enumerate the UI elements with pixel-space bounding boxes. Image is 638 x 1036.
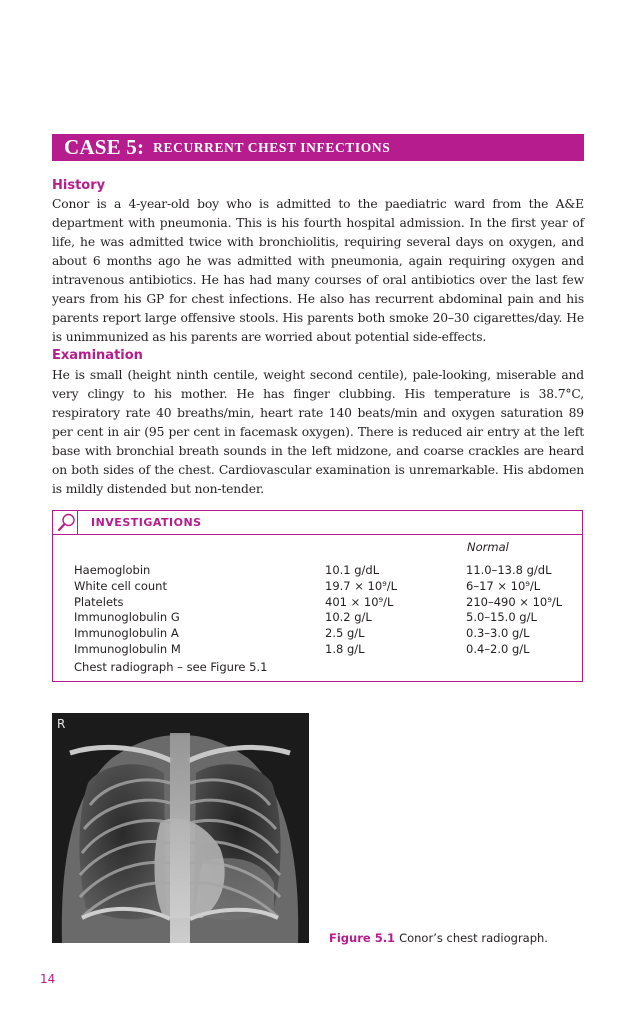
test-name: Haemoglobin <box>74 563 151 577</box>
case-label: CASE 5: <box>64 135 145 159</box>
test-name: Immunoglobulin G <box>74 610 180 625</box>
case-banner <box>52 134 584 161</box>
investigations-table <box>74 563 574 658</box>
examination-heading: Examination <box>52 348 143 363</box>
case-subtitle: RECURRENT CHEST INFECTIONS <box>153 139 391 155</box>
table-row <box>74 579 574 595</box>
table-row <box>74 563 574 579</box>
investigations-box <box>52 510 583 682</box>
test-normal-range: 11.0–13.8 g/dL <box>466 563 552 577</box>
magnifier-icon <box>56 512 77 533</box>
radiograph-note: Chest radiograph – see Figure 5.1 <box>74 660 268 674</box>
test-normal-range: 5.0–15.0 g/L <box>466 610 537 625</box>
test-value: 2.5 g/L <box>325 626 365 641</box>
page-number: 14 <box>40 972 56 986</box>
test-name: Platelets <box>74 594 124 609</box>
test-value: 1.8 g/L <box>325 641 365 656</box>
history-heading: History <box>52 178 106 193</box>
test-normal-range: 0.3–3.0 g/L <box>466 626 530 641</box>
table-row <box>74 626 574 642</box>
table-row <box>74 610 574 626</box>
examination-text: He is small (height ninth centile, weight second centile), pale-looking, miserable and very clingy to his mother. He has finger clubbing. His temperature is 38.7°C, respiratory rate 40 breaths/min, heart rate 140 beats/min and oxygen saturation 89 per cent in air (95 per cent in facemask oxygen). There is reduced air entry at the left base with bronchial breath sounds in the left midzone, and coarse crackles are heard on both sides of the chest. Cardiovascular examination is unremarkable. His abdomen is mildly distended but non-tender. <box>52 368 584 496</box>
normal-column-header: Normal <box>467 540 509 554</box>
test-value: 10.1 g/dL <box>325 563 380 577</box>
table-row <box>74 595 574 611</box>
test-normal-range: 0.4–2.0 g/L <box>466 641 530 656</box>
test-value: 401 × 10⁹/L <box>325 594 394 609</box>
history-text: Conor is a 4-year-old boy who is admitted to the paediatric ward from the A&E department with pneumonia. This is his fourth hospital admission. In the first year of life, he was admitted twice with bronchiolitis, requiring several days on oxygen, and about 6 months ago he was admitted with pneumonia, again requiring oxygen and intravenous antibiotics. He has had many courses of oral antibiotics over the last few years from his GP for chest infections. He also has recurrent abdominal pain and his parents report large offensive stools. His parents both smoke 20–30 cigarettes/day. He is unimmunized as his parents are worried about potential side-effects. <box>52 197 584 344</box>
chest-radiograph-drawing <box>52 713 309 943</box>
chest-radiograph-image <box>52 713 309 943</box>
test-name: Immunoglobulin M <box>74 641 181 656</box>
radiograph-side-marker: R <box>57 717 66 731</box>
investigations-title: INVESTIGATIONS <box>91 516 202 529</box>
test-value: 10.2 g/L <box>325 610 372 625</box>
test-normal-range: 210–490 × 10⁹/L <box>466 594 563 609</box>
test-name: White cell count <box>74 578 167 593</box>
figure-label: Figure 5.1 <box>329 931 396 945</box>
table-row <box>74 642 574 658</box>
test-normal-range: 6–17 × 10⁹/L <box>466 578 541 593</box>
test-name: Immunoglobulin A <box>74 626 179 641</box>
figure-caption-text: Conor’s chest radiograph. <box>399 931 548 945</box>
test-value: 19.7 × 10⁹/L <box>325 578 398 593</box>
figure-caption <box>329 931 548 945</box>
